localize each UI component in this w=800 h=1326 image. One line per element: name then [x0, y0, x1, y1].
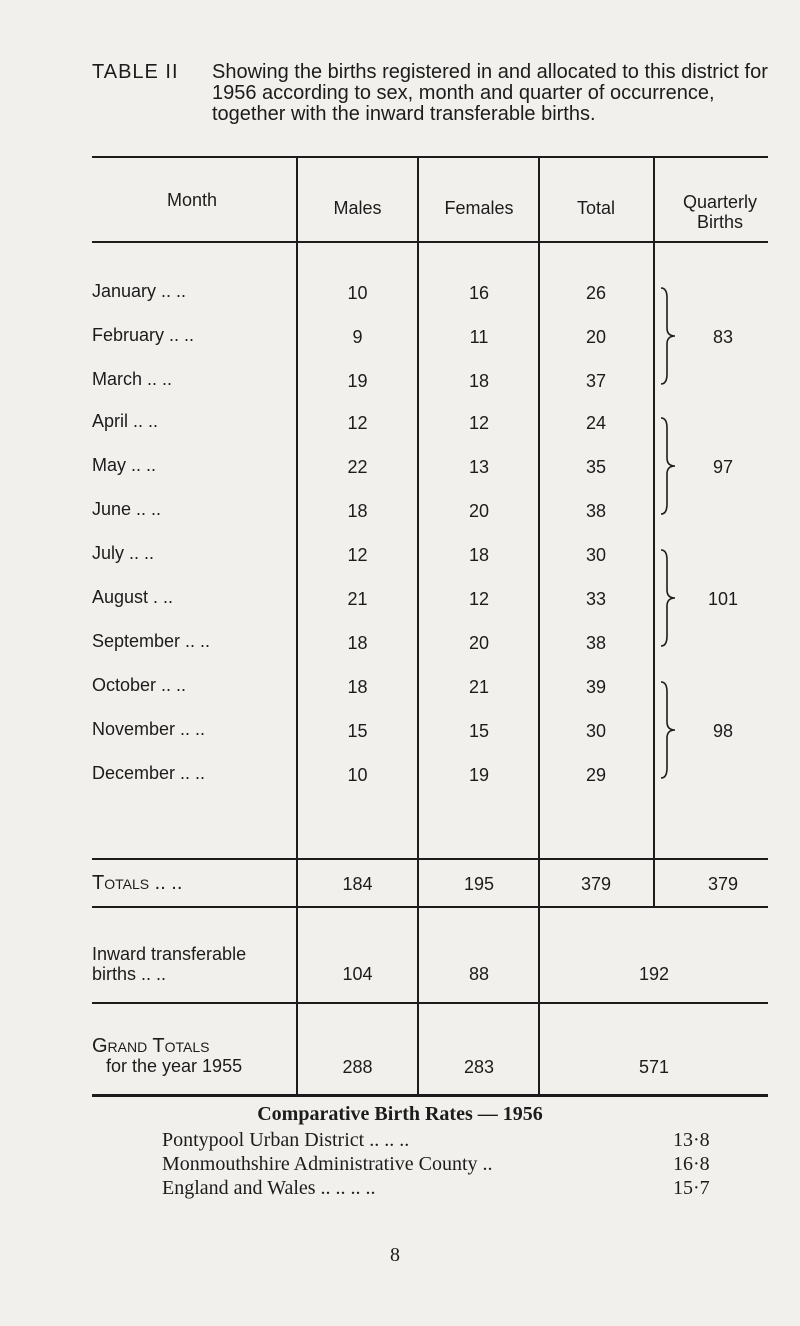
inward-label-line2: births .. ..: [92, 964, 167, 984]
header-quarterly-line2: Births: [696, 212, 743, 232]
row-month: May .. ..: [92, 455, 157, 475]
row-total: 30: [585, 545, 607, 565]
totals-bottom-rule: [92, 906, 768, 908]
row-females: 15: [468, 721, 490, 741]
row-month: July .. ..: [92, 543, 155, 563]
row-month: March .. ..: [92, 369, 173, 389]
row-males: 10: [347, 765, 368, 785]
grand-totals-total: 571: [638, 1057, 670, 1077]
quarter-value: 101: [707, 589, 739, 609]
row-month: June .. ..: [92, 499, 162, 519]
row-month: February .. ..: [92, 325, 195, 345]
totals-label: Totals .. ..: [92, 872, 183, 894]
row-total: 38: [585, 633, 607, 653]
comparative-item-name: Pontypool Urban District .. .. ..: [162, 1129, 410, 1151]
row-month: August . ..: [92, 587, 174, 607]
inward-total: 192: [638, 964, 670, 984]
row-males: 12: [347, 413, 368, 433]
totals-quarterly: 379: [707, 874, 739, 894]
row-females: 16: [468, 283, 490, 303]
row-total: 35: [585, 457, 607, 477]
totals-top-rule: [92, 858, 768, 860]
quarter-value: 98: [712, 721, 734, 741]
comparative-item-name: Monmouthshire Administrative County ..: [162, 1153, 493, 1175]
col-divider-month: [296, 156, 298, 1096]
row-males: 22: [347, 457, 368, 477]
row-males: 12: [347, 545, 368, 565]
grand-totals-males: 288: [342, 1057, 373, 1077]
row-month: November .. ..: [92, 719, 206, 739]
header-females: Females: [444, 198, 514, 218]
row-females: 18: [468, 371, 490, 391]
comparative-item-rate: 16·8: [673, 1153, 710, 1175]
comparative-item: [162, 1153, 493, 1176]
header-bottom-rule: [92, 241, 768, 243]
table-top-rule: [92, 156, 768, 158]
row-total: 29: [585, 765, 607, 785]
header-males: Males: [333, 198, 382, 218]
table-label: TABLE II: [92, 61, 179, 83]
quarter-value: 83: [712, 327, 734, 347]
row-month: December .. ..: [92, 763, 206, 783]
row-month: September .. ..: [92, 631, 211, 651]
row-males: 18: [347, 677, 368, 697]
grand-totals-label-line1: Grand Totals: [92, 1035, 210, 1057]
row-females: 19: [468, 765, 490, 785]
row-females: 20: [468, 633, 490, 653]
row-females: 20: [468, 501, 490, 521]
totals-males: 184: [342, 874, 373, 894]
quarter-brace: [655, 546, 683, 650]
inward-females: 88: [468, 964, 490, 984]
row-total: 26: [585, 283, 607, 303]
row-total: 24: [585, 413, 607, 433]
row-total: 39: [585, 677, 607, 697]
row-females: 21: [468, 677, 490, 697]
quarter-value: 97: [712, 457, 734, 477]
row-month: October .. ..: [92, 675, 187, 695]
row-males: 10: [347, 283, 368, 303]
header-quarterly: [660, 192, 780, 232]
grand-totals-label-line2: for the year 1955: [106, 1056, 243, 1076]
row-month: April .. ..: [92, 411, 159, 431]
row-females: 18: [468, 545, 490, 565]
grand-totals-females: 283: [463, 1057, 495, 1077]
row-females: 13: [468, 457, 490, 477]
comparative-item-rate: 15·7: [673, 1177, 710, 1199]
row-total: 38: [585, 501, 607, 521]
totals-total: 379: [580, 874, 612, 894]
row-females: 11: [469, 327, 489, 347]
row-males: 21: [347, 589, 368, 609]
inward-bottom-rule: [92, 1002, 768, 1004]
table-bottom-rule: [92, 1094, 768, 1097]
row-males: 19: [347, 371, 368, 391]
col-divider-males: [417, 156, 419, 1096]
inward-label-line1: Inward transferable: [92, 944, 247, 964]
table-caption: Showing the births registered in and allocated to this district for 1956 according to sex, month and quarter of occurrence, together with the inward transferable births.: [212, 61, 768, 125]
inward-males: 104: [342, 964, 373, 984]
row-females: 12: [468, 413, 490, 433]
row-total: 37: [585, 371, 607, 391]
comparative-item: [162, 1177, 376, 1200]
row-males: 18: [347, 633, 368, 653]
row-males: 18: [347, 501, 368, 521]
quarter-brace: [655, 284, 683, 388]
row-month: January .. ..: [92, 281, 187, 301]
header-quarterly-line1: Quarterly: [682, 192, 758, 212]
comparative-item-name: England and Wales .. .. .. ..: [162, 1177, 376, 1199]
quarter-brace: [655, 414, 683, 518]
row-total: 20: [585, 327, 607, 347]
grand-totals-label: [92, 1036, 292, 1076]
totals-females: 195: [463, 874, 495, 894]
header-total: Total: [576, 198, 616, 218]
row-males: 15: [347, 721, 368, 741]
comparative-item-rate: 13·8: [673, 1129, 710, 1151]
col-divider-total: [653, 156, 655, 908]
quarter-brace: [655, 678, 683, 782]
row-total: 33: [585, 589, 607, 609]
comparative-item: [162, 1129, 409, 1152]
comparative-title: Comparative Birth Rates — 1956: [257, 1103, 543, 1125]
page-number: 8: [390, 1244, 400, 1266]
inward-label: [92, 944, 292, 984]
row-males: 9: [352, 327, 363, 347]
row-total: 30: [585, 721, 607, 741]
header-month: Month: [166, 190, 218, 210]
row-females: 12: [468, 589, 490, 609]
